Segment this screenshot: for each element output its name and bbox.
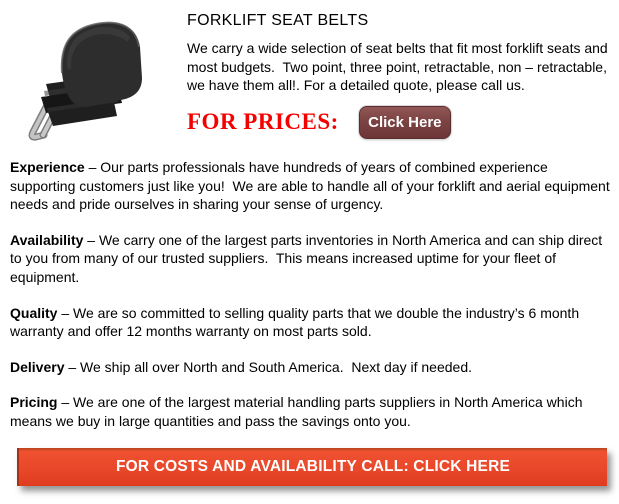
costs-availability-banner[interactable]	[17, 448, 607, 486]
feature-availability	[10, 231, 610, 287]
feature-label: Availability	[10, 231, 84, 248]
feature-label: Quality	[10, 304, 58, 321]
feature-label: Pricing	[10, 394, 58, 411]
feature-experience	[10, 158, 614, 214]
for-prices-label: FOR PRICES:	[187, 109, 339, 135]
feature-label: Delivery	[10, 358, 65, 375]
feature-delivery	[10, 358, 610, 377]
features-section	[10, 158, 614, 448]
feature-text: – We are one of the largest material handling parts suppliers in North America which means we buy in large quantities and pass the savings onto you.	[10, 394, 587, 429]
banner-label: FOR COSTS AND AVAILABILITY CALL: CLICK HERE	[115, 458, 511, 475]
feature-text: – We ship all over North and South America. Next day if needed.	[64, 358, 473, 375]
feature-text: – We carry one of the largest parts inventories in North America and can ship direct to you from many of our trusted suppliers. This means increased uptime for your fleet of equipment.	[10, 231, 607, 285]
feature-text: – Our parts professionals have hundreds of years of combined experience supporting customers just like you! We are able to handle all of your forklift and aerial equipment needs and pride ourselves in sharing your sense of urgency.	[10, 159, 614, 213]
click-here-button[interactable]: Click Here	[359, 106, 451, 139]
hero-section	[187, 8, 611, 139]
feature-text: – We are so committed to selling quality parts that we double the industry’s 6 month warranty and offer 12 months warranty on most parts sold.	[10, 304, 584, 340]
seat-belt-image	[20, 18, 180, 148]
intro-paragraph: We carry a wide selection of seat belts that fit most forklift seats and most budgets. Two point, three point, retractable, non – retractable, we have them all!. For a detailed quote, please call us.	[187, 40, 612, 94]
feature-pricing	[10, 393, 610, 430]
feature-quality	[10, 304, 610, 341]
price-row	[187, 106, 611, 139]
page-title: FORKLIFT SEAT BELTS	[187, 12, 369, 29]
seat-belt-clipart	[20, 18, 180, 148]
retractor-body	[62, 23, 142, 108]
feature-label: Experience	[10, 159, 85, 175]
